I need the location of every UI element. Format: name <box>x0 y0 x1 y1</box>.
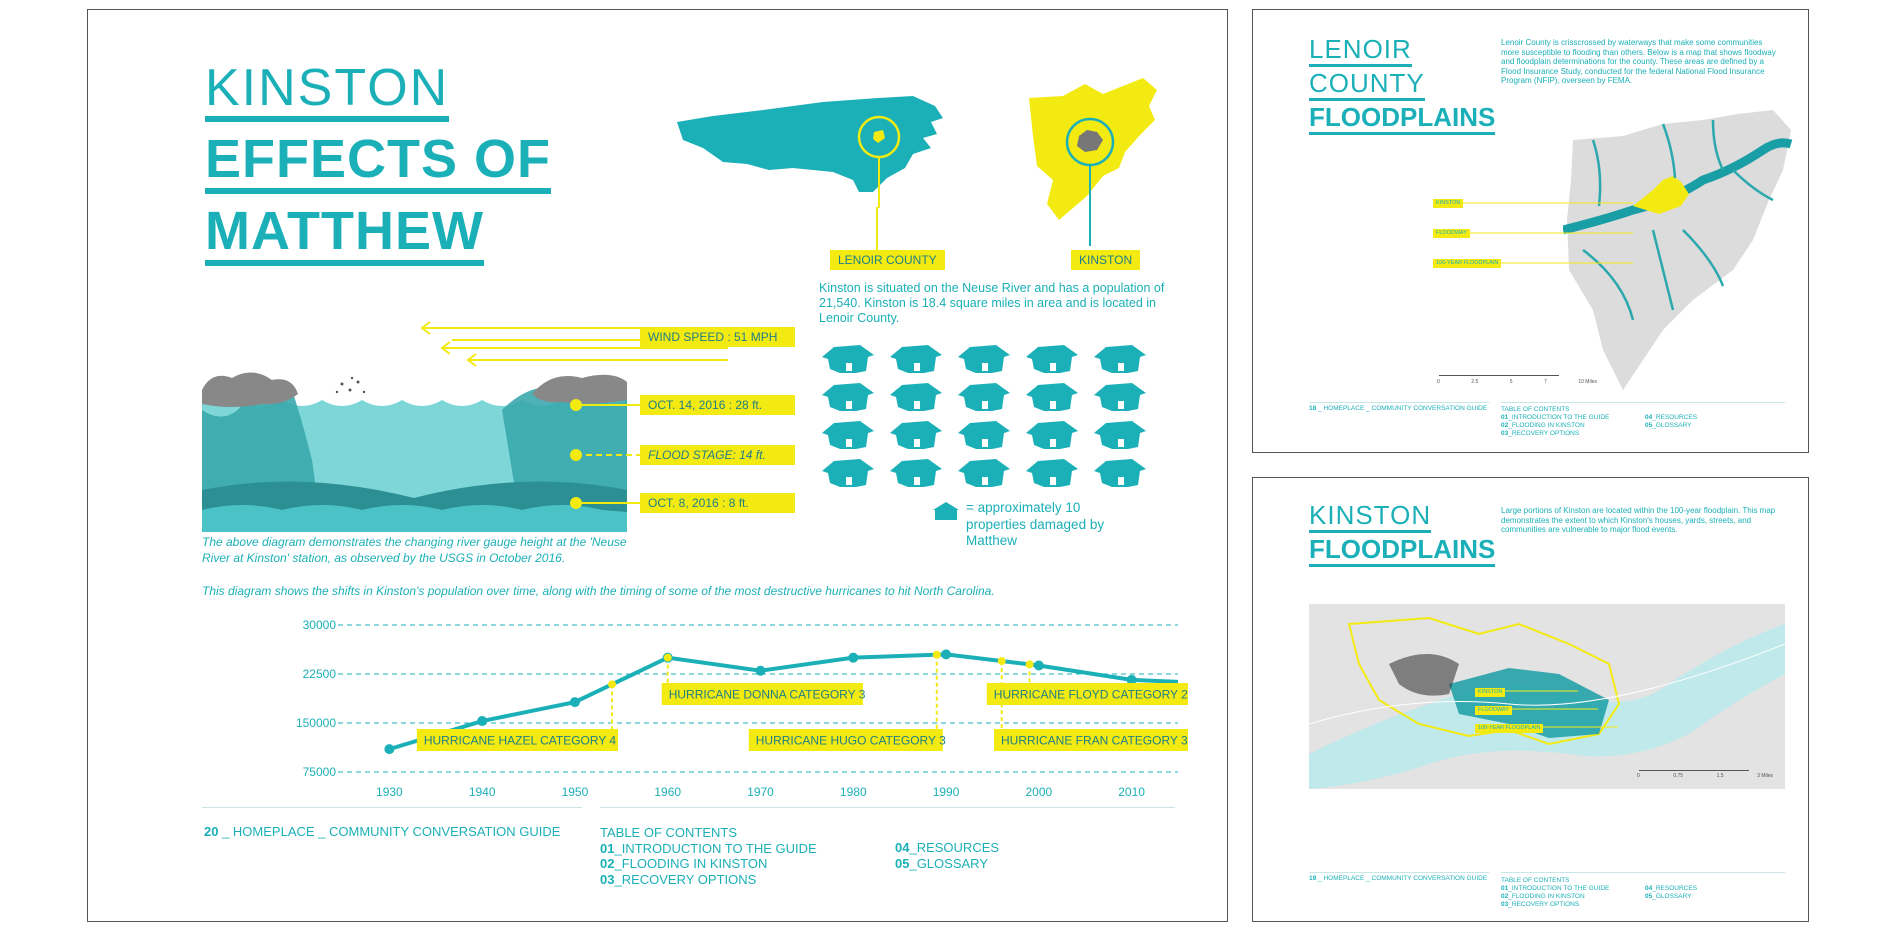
wind-speed-tag: WIND SPEED : 51 MPH <box>640 327 795 347</box>
title-effects-of: EFFECTS OF <box>205 130 551 194</box>
y-tick-label: 150000 <box>295 716 336 730</box>
x-tick-label: 1980 <box>839 785 867 799</box>
intro-text: Kinston is situated on the Neuse River and has a population of 21,540. Kinston is 18.4 square miles in area and is located in Lenoir County. <box>819 281 1165 325</box>
p3-legend-floodplain: 100-YEAR FLOODPLAIN <box>1475 724 1543 733</box>
house-legend-icon <box>931 500 961 522</box>
toc-item-01[interactable]: 01_INTRODUCTION TO THE GUIDE <box>600 840 817 856</box>
hurricane-point <box>998 657 1006 665</box>
main-page-number: 20 <box>204 824 219 839</box>
p3-body: Large portions of Kinston are located within the 100-year floodplain. This map demonstrates the extent to which Kinston's houses, yards, streets, and communities are vulnerable to major flood events. <box>1501 506 1776 534</box>
toc-item-03[interactable]: 03_RECOVERY OPTIONS <box>600 871 757 887</box>
house-icon <box>888 343 944 375</box>
title-block <box>205 60 551 266</box>
river-gauge-illustration <box>202 370 627 532</box>
hurricane-label: HURRICANE FLOYD CATEGORY 2 <box>993 687 1188 702</box>
hurricane-point <box>933 651 941 659</box>
p3-scale-bar <box>1639 770 1749 771</box>
house-icon <box>956 343 1012 375</box>
hurricane-point <box>664 654 672 662</box>
house-icon <box>820 343 876 375</box>
toc-item-04[interactable]: 04_RESOURCES <box>895 840 1000 855</box>
house-icon <box>1024 381 1080 413</box>
house-icon <box>1092 381 1148 413</box>
chart-caption: This diagram shows the shifts in Kinston's population over time, along with the timing of some of the most destructive hurricanes to hit North Carolina. <box>202 584 995 598</box>
main-footer-guide <box>204 824 560 840</box>
main-toc-col2 <box>895 840 999 871</box>
population-point <box>477 716 487 726</box>
main-guide-name: _ HOMEPLACE _ COMMUNITY CONVERSATION GUIDE <box>218 824 561 839</box>
house-icon <box>820 419 876 451</box>
house-icon <box>820 457 876 489</box>
population-point <box>570 697 580 707</box>
house-icon <box>1024 419 1080 451</box>
house-icon <box>1092 457 1148 489</box>
title-matthew: MATTHEW <box>205 202 484 266</box>
p3-scale-labels: 0 0.75 1.5 3 Miles <box>1637 773 1773 779</box>
title-kinston: KINSTON <box>205 60 449 122</box>
kinston-label: KINSTON <box>1071 250 1140 270</box>
y-tick-label: 75000 <box>302 765 336 779</box>
p2-scale-bar <box>1439 375 1559 376</box>
main-page <box>87 9 1228 922</box>
flood-stage-tag: FLOOD STAGE: 14 ft. <box>640 445 795 465</box>
x-tick-label: 1990 <box>932 785 960 799</box>
gauge-caption: The above diagram demonstrates the changing river gauge height at the 'Neuse River at Kinston' station, as observed by the USGS in October 2016. <box>202 535 627 565</box>
p3-title-kinston: KINSTON <box>1309 500 1431 533</box>
house-icon <box>956 381 1012 413</box>
house-icon <box>888 457 944 489</box>
y-tick-label: 30000 <box>302 618 336 632</box>
hurricane-label: HURRICANE DONNA CATEGORY 3 <box>668 687 866 702</box>
x-tick-label: 1970 <box>747 785 774 799</box>
p2-title-lenoir: LENOIR <box>1309 34 1412 67</box>
kinston-floodplains-page <box>1252 477 1809 922</box>
house-icon <box>1092 343 1148 375</box>
population-point <box>384 744 394 754</box>
hurricane-label: HURRICANE HAZEL CATEGORY 4 <box>423 733 617 748</box>
house-icon <box>1024 457 1080 489</box>
x-tick-label: 1960 <box>654 785 682 799</box>
p2-toc-col2: 04_RESOURCES 05_GLOSSARY <box>1645 414 1698 429</box>
p3-title-floodplains: FLOODPLAINS <box>1309 534 1495 567</box>
house-icon <box>820 381 876 413</box>
p3-toc-col2: 04_RESOURCES 05_GLOSSARY <box>1645 885 1698 900</box>
p2-scale-labels: 0 2.5 5 7 10 Miles <box>1437 379 1597 385</box>
house-legend-text: = approximately 10 properties damaged by Matthew <box>966 500 1105 548</box>
house-icon <box>1092 419 1148 451</box>
toc-item-02[interactable]: 02_FLOODING IN KINSTON <box>600 856 768 871</box>
x-tick-label: 2010 <box>1118 785 1145 799</box>
house-icon <box>888 419 944 451</box>
p2-title <box>1309 34 1495 132</box>
house-icon <box>1024 343 1080 375</box>
toc-item-05[interactable]: 05_GLOSSARY <box>895 855 988 871</box>
p2-body: Lenoir County is crisscrossed by waterways that make some communities more susceptible to flooding than others. Below is a map that shows floodway and floodplain determinations for the county. These areas are defined by a Flood Insurance Study, conducted for the federal National Flood Insurance Program (NFIP), overseen by FEMA. <box>1501 38 1776 85</box>
house-grid <box>820 343 1160 503</box>
house-icon <box>956 457 1012 489</box>
population-point <box>756 666 766 676</box>
p2-legend-floodplain: 100-YEAR FLOODPLAIN <box>1433 259 1501 268</box>
population-point <box>941 649 951 659</box>
p2-footer-guide: 18 _ HOMEPLACE _ COMMUNITY CONVERSATION GUIDE <box>1309 405 1488 412</box>
p3-title <box>1309 500 1495 564</box>
population-point <box>1034 661 1044 671</box>
p3-footer-guide: 19 _ HOMEPLACE _ COMMUNITY CONVERSATION GUIDE <box>1309 875 1488 882</box>
lenoir-county-label: LENOIR COUNTY <box>830 250 945 270</box>
hurricane-label: HURRICANE HUGO CATEGORY 3 <box>755 733 946 748</box>
x-tick-label: 1950 <box>561 785 589 799</box>
population-point <box>848 653 858 663</box>
house-icon <box>956 419 1012 451</box>
x-tick-label: 1940 <box>468 785 496 799</box>
y-tick-label: 22500 <box>302 667 336 681</box>
p3-legend-floodway: FLOODWAY <box>1475 706 1512 715</box>
lenoir-floodplains-page <box>1252 9 1809 453</box>
lenoir-county-map <box>1023 76 1163 246</box>
p2-legend-kinston: KINSTON <box>1433 199 1463 208</box>
population-chart <box>188 602 1188 802</box>
house-icon <box>888 381 944 413</box>
nc-state-map <box>673 88 953 208</box>
p3-legend-kinston: KINSTON <box>1475 688 1505 697</box>
toc-title: TABLE OF CONTENTS <box>600 825 737 840</box>
x-tick-label: 2000 <box>1025 785 1053 799</box>
p2-legend-floodway: FLOODWAY <box>1433 229 1470 238</box>
start-gauge-tag: OCT. 8, 2016 : 8 ft. <box>640 493 795 513</box>
p2-toc: TABLE OF CONTENTS 01_INTRODUCTION TO THE GUIDE 02_FLOODING IN KINSTON 03_RECOVERY OPTIONS <box>1501 406 1610 437</box>
hurricane-point <box>1026 660 1034 668</box>
peak-gauge-tag: OCT. 14, 2016 : 28 ft. <box>640 395 795 415</box>
p3-toc: TABLE OF CONTENTS 01_INTRODUCTION TO THE GUIDE 02_FLOODING IN KINSTON 03_RECOVERY OPTIONS <box>1501 877 1610 908</box>
p2-title-floodplains: FLOODPLAINS <box>1309 102 1495 135</box>
x-tick-label: 1930 <box>376 785 403 799</box>
main-toc <box>600 825 817 887</box>
hurricane-label: HURRICANE FRAN CATEGORY 3 <box>1001 733 1188 748</box>
hurricane-point <box>608 680 616 688</box>
p2-title-county: COUNTY <box>1309 68 1425 101</box>
